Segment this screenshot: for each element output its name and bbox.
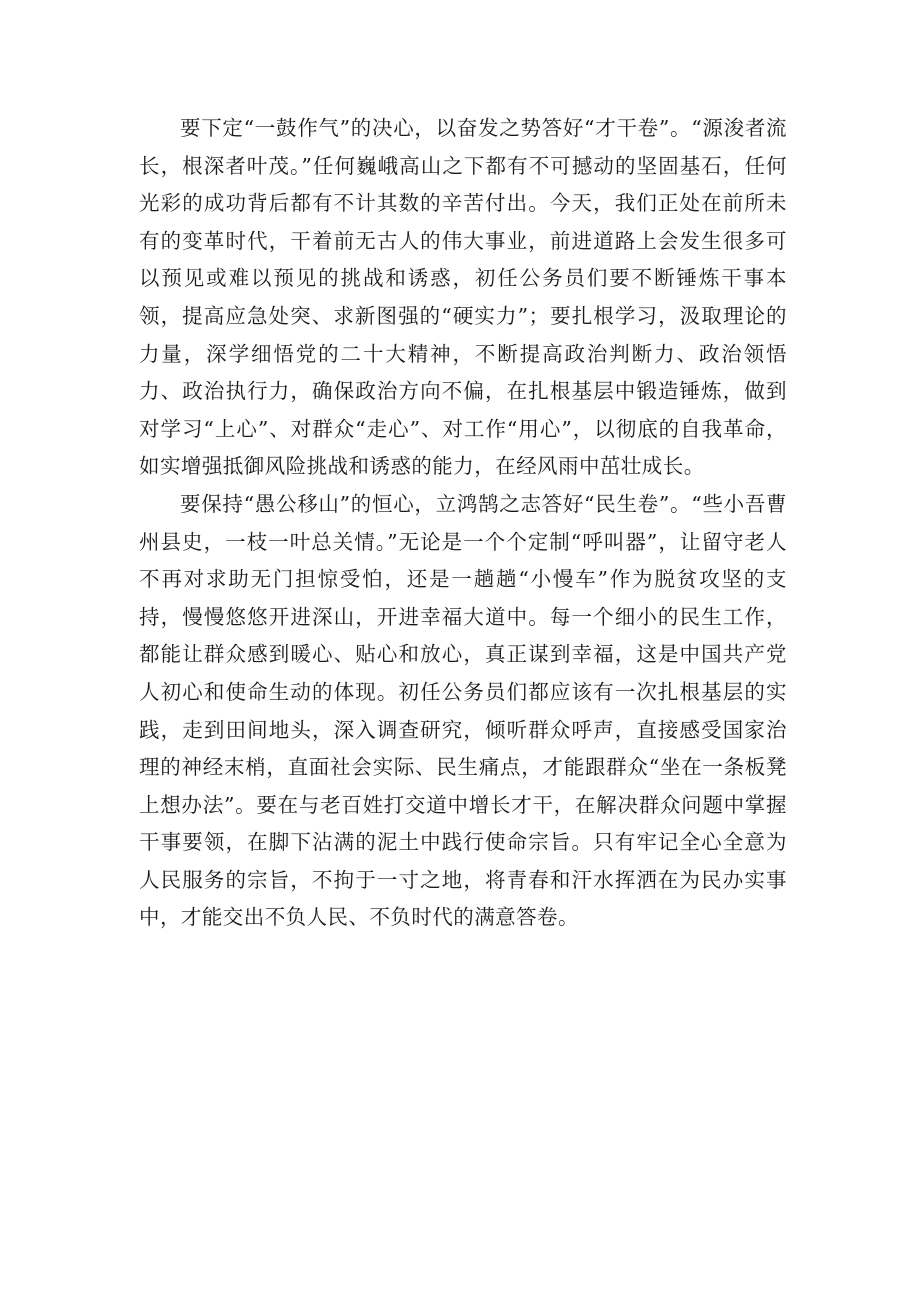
- document-body: [139, 110, 787, 937]
- paragraph-talent-exam: 要下定“一鼓作气”的决心，以奋发之势答好“才干卷”。“源浚者流长，根深者叶茂。”任何巍峨高山之下都有不可撼动的坚固基石，任何光彩的成功背后都有不计其数的辛苦付出。今天，我们正处在前所未有的变革时代，干着前无古人的伟大事业，前进道路上会发生很多可以预见或难以预见的挑战和诱惑，初任公务员们要不断锤炼干事本领，提高应急处突、求新图强的“硬实力”；要扎根学习，汲取理论的力量，深学细悟党的二十大精神，不断提高政治判断力、政治领悟力、政治执行力，确保政治方向不偏，在扎根基层中锻造锤炼，做到对学习“上心”、对群众“走心”、对工作“用心”，以彻底的自我革命，如实增强抵御风险挑战和诱惑的能力，在经风雨中茁壮成长。: [139, 116, 787, 479]
- paragraph-livelihood-exam: 要保持“愚公移山”的恒心，立鸿鹄之志答好“民生卷”。“些小吾曹州县史，一枝一叶总关情。”无论是一个个定制“呼叫器”，让留守老人不再对求助无门担惊受怕，还是一趟趟“小慢车”作为脱贫攻坚的支持，慢慢悠悠开进深山，开进幸福大道中。每一个细小的民生工作，都能让群众感到暖心、贴心和放心，真正谋到幸福，这是中国共产党人初心和使命生动的体现。初任公务员们都应该有一次扎根基层的实践，走到田间地头，深入调查研究，倾听群众呼声，直接感受国家治理的神经末梢，直面社会实际、民生痛点，才能跟群众“坐在一条板凳上想办法”。要在与老百姓打交道中增长才干，在解决群众问题中掌握干事要领，在脚下沾满的泥土中践行使命宗旨。只有牢记全心全意为人民服务的宗旨，不拘于一寸之地，将青春和汗水挥洒在为民办实事中，才能交出不负人民、不负时代的满意答卷。: [139, 491, 787, 930]
